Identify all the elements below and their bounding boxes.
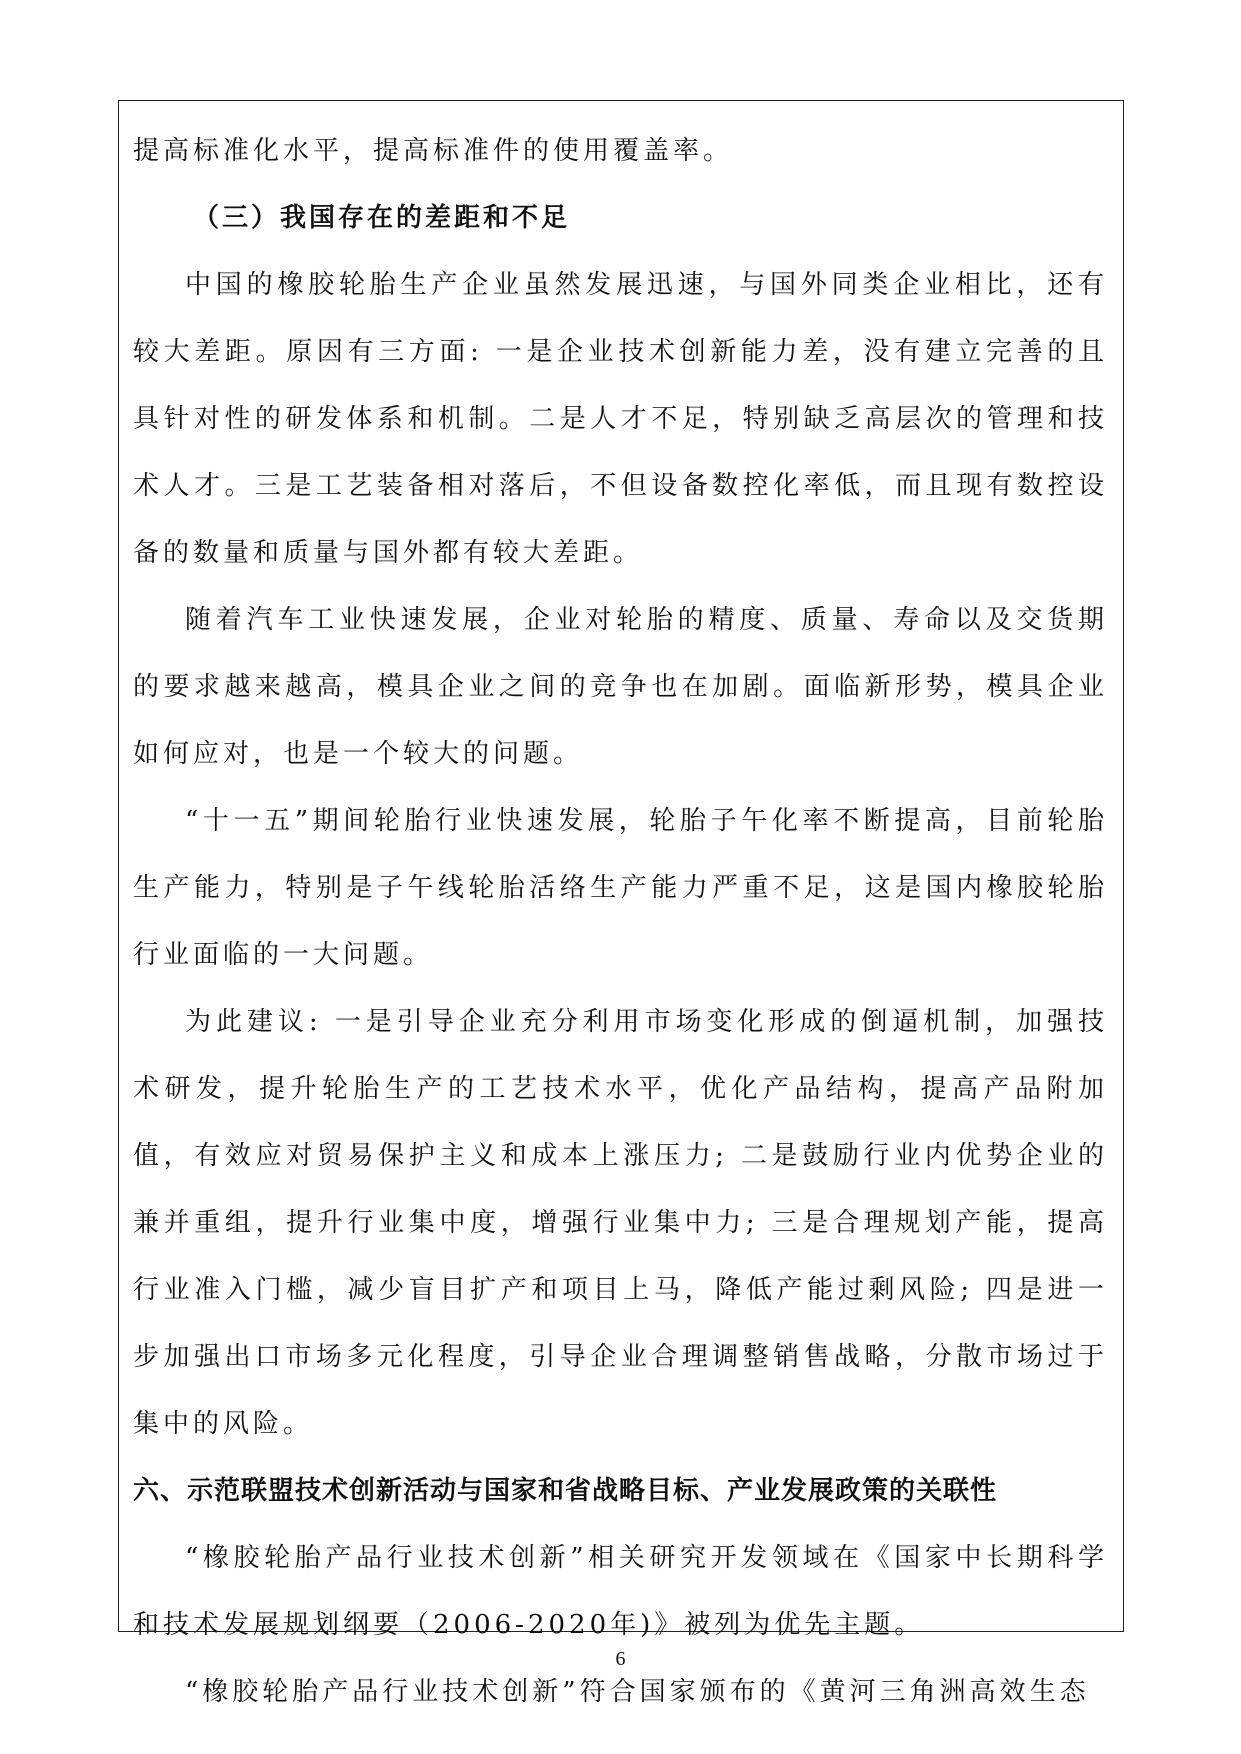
subheading-gaps: （三）我国存在的差距和不足 xyxy=(193,203,571,233)
paragraph-national-plan: “橡胶轮胎产品行业技术创新”相关研究开发领域在《国家中长期科学和技术发展规划纲要（2006-2020年)》被列为优先主题。 xyxy=(133,1543,1108,1640)
page-number: 6 xyxy=(615,1648,626,1670)
paragraph-suggestions: 为此建议: 一是引导企业充分利用市场变化形成的倒逼机制，加强技术研发，提升轮胎生产的工艺技术水平，优化产品结构，提高产品附加值，有效应对贸易保护主义和成本上涨压力; 二是鼓励行业内优势企业的兼并重组，提升行业集中度，增强行业集中力; 三是合理规划产能，提高行业准入门槛，减少盲目扩产和项目上马，降低产能过剩风险; 四是进一步加强出口市场多元化程度，引导企业合理调整销售战略，分散市场过于集中的风险。 xyxy=(133,1007,1108,1439)
paragraph-auto-industry: 随着汽车工业快速发展，企业对轮胎的精度、质量、寿命以及交货期的要求越来越高，模具企业之间的竞争也在加剧。面临新形势，模具企业如何应对，也是一个较大的问题。 xyxy=(133,605,1108,769)
document-body xyxy=(133,118,1108,1726)
paragraph-continuation: 提高标准化水平，提高标准件的使用覆盖率。 xyxy=(133,136,734,166)
paragraph-yellow-river-delta: “橡胶轮胎产品行业技术创新”符合国家颁布的《黄河三角洲高效生态 xyxy=(185,1677,1090,1707)
paragraph-gap-reasons: 中国的橡胶轮胎生产企业虽然发展迅速，与国外同类企业相比，还有较大差距。原因有三方面: 一是企业技术创新能力差，没有建立完善的且具针对性的研发体系和机制。二是人才不足，特别缺乏高层次的管理和技术人才。三是工艺装备相对落后，不但设备数控化率低，而且现有数控设备的数量和质量与国外都有较大差距。 xyxy=(133,270,1108,568)
paragraph-eleventh-five-year: “十一五”期间轮胎行业快速发展，轮胎子午化率不断提高，目前轮胎生产能力，特别是子午线轮胎活络生产能力严重不足，这是国内橡胶轮胎行业面临的一大问题。 xyxy=(133,806,1108,970)
section-heading-six: 六、示范联盟技术创新活动与国家和省战略目标、产业发展政策的关联性 xyxy=(133,1476,998,1506)
